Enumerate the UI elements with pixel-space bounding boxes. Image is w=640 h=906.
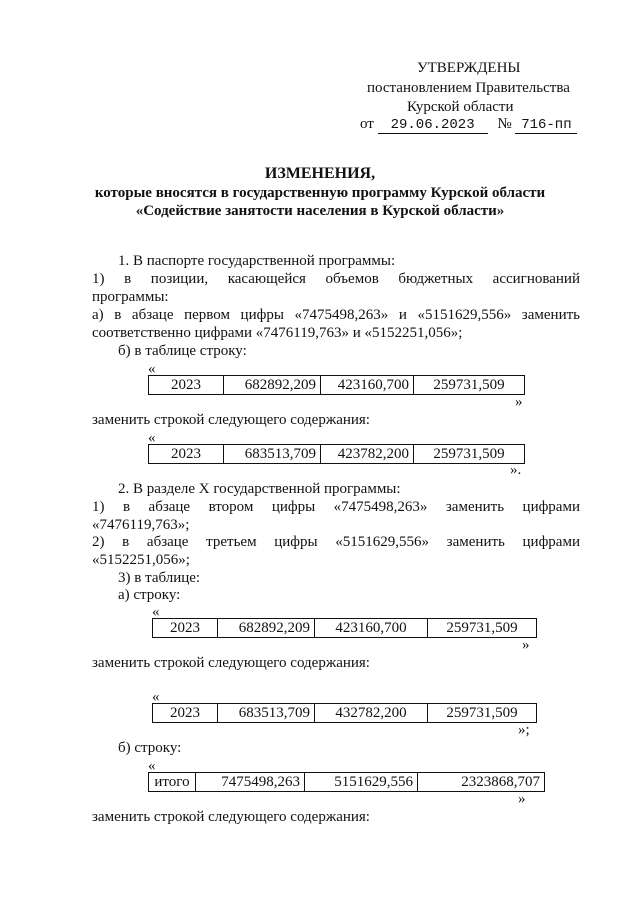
approval-line-1: постановлением Правительства <box>367 80 570 96</box>
new-row-table-1 <box>148 444 525 464</box>
table-cell: 2023 <box>153 619 218 638</box>
table-cell: 2323868,707 <box>418 773 545 792</box>
section1-heading: 1. В паспорте государственной программы: <box>118 253 396 269</box>
open-quote: « <box>148 361 156 377</box>
section2-item3: 3) в таблице: <box>118 570 201 586</box>
table-cell: 423782,200 <box>321 445 414 464</box>
section2-item1-line1: 1) в абзаце втором цифры «7475498,263» заменить цифрами <box>92 499 580 515</box>
table-cell: 2023 <box>153 704 218 723</box>
section2-item-a: а) строку: <box>118 587 181 603</box>
approval-date: 29.06.2023 <box>378 117 488 134</box>
table-cell: 2023 <box>149 445 224 464</box>
open-quote: « <box>148 430 156 446</box>
replace-text-2: заменить строкой следующего содержания: <box>92 655 370 671</box>
table-cell: 259731,509 <box>428 704 537 723</box>
close-quote: » <box>518 791 526 807</box>
doc-subtitle-2: «Содействие занятости населения в Курской области» <box>135 203 505 219</box>
table-cell: 259731,509 <box>414 445 525 464</box>
section1-item-b: б) в таблице строку: <box>118 343 247 359</box>
section2-item2-line1: 2) в абзаце третьем цифры «5151629,556» заменить цифрами <box>92 534 580 550</box>
section2-heading: 2. В разделе X государственной программы: <box>118 481 401 497</box>
old-row-table-1 <box>148 375 525 395</box>
close-quote: » <box>515 394 523 410</box>
approval-number: 716-пп <box>515 117 577 134</box>
table-cell: 683513,709 <box>224 445 321 464</box>
table-row <box>149 376 525 395</box>
open-quote: « <box>148 758 156 774</box>
table-row <box>149 773 545 792</box>
approval-line-2: Курской области <box>407 99 514 115</box>
section2-item-b: б) строку: <box>118 740 182 756</box>
doc-title: ИЗМЕНЕНИЯ, <box>264 165 376 182</box>
close-quote: ». <box>510 462 522 478</box>
replace-text-3: заменить строкой следующего содержания: <box>92 809 370 825</box>
table-cell: 682892,209 <box>218 619 315 638</box>
table-cell: 2023 <box>149 376 224 395</box>
old-row-table-3 <box>148 772 545 792</box>
table-cell: 682892,209 <box>224 376 321 395</box>
section2-item1-line2: «7476119,763»; <box>92 517 190 533</box>
old-row-table-2 <box>152 618 537 638</box>
table-cell: 5151629,556 <box>305 773 418 792</box>
table-cell: 7475498,263 <box>196 773 305 792</box>
section1-item1-line1: 1) в позиции, касающейся объемов бюджетных ассигнований <box>92 271 580 287</box>
table-cell: итого <box>149 773 196 792</box>
table-cell: 259731,509 <box>414 376 525 395</box>
close-quote: »; <box>518 722 530 738</box>
approval-heading: УТВЕРЖДЕНЫ <box>417 60 521 76</box>
date-prefix: от <box>360 116 374 132</box>
table-row <box>153 704 537 723</box>
table-row <box>153 619 537 638</box>
section2-item2-line2: «5152251,056»; <box>92 552 190 568</box>
table-cell: 423160,700 <box>321 376 414 395</box>
close-quote: » <box>522 637 530 653</box>
table-cell: 423160,700 <box>315 619 428 638</box>
doc-subtitle-1: которые вносятся в государственную программу Курской области <box>94 185 546 201</box>
section1-item1-line2: программы: <box>92 289 169 305</box>
open-quote: « <box>152 604 160 620</box>
section1-item-a-line2: соответственно цифрами «7476119,763» и «5152251,056»; <box>92 325 463 341</box>
replace-text-1: заменить строкой следующего содержания: <box>92 412 370 428</box>
number-prefix: № <box>497 116 512 132</box>
new-row-table-2 <box>152 703 537 723</box>
table-cell: 259731,509 <box>428 619 537 638</box>
open-quote: « <box>152 689 160 705</box>
table-row <box>149 445 525 464</box>
section1-item-a-line1: а) в абзаце первом цифры «7475498,263» и «5151629,556» заменить <box>92 307 580 323</box>
approval-date-line <box>360 116 577 134</box>
table-cell: 683513,709 <box>218 704 315 723</box>
table-cell: 432782,200 <box>315 704 428 723</box>
